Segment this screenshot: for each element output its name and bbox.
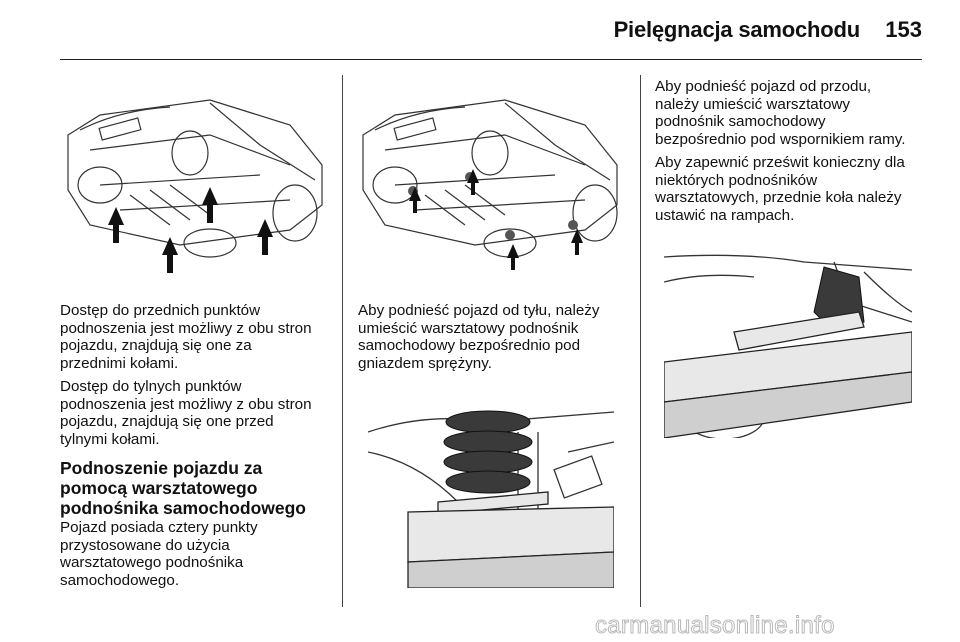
- underbody-lift-points-figure: [60, 95, 328, 275]
- section-heading: Podnoszenie pojazdu za pomocą warsztatowego podnośnika samochodowego: [60, 458, 306, 518]
- column-2-text: [358, 302, 630, 378]
- page-number: 153: [885, 17, 922, 42]
- front-lift-points-paragraph: Dostęp do przednich punktów podnoszenia jest możliwy z obu stron pojazdu, znajdują się one za przednimi kołami.: [60, 302, 312, 372]
- front-lift-instruction-paragraph: Aby podnieść pojazd od przodu, należy umieścić warsztatowy podnośnik samochodowy bezpośrednio pod wspornikiem ramy.: [655, 78, 906, 148]
- watermark: carmanualsonline.info: [595, 612, 835, 639]
- column-1-text: [60, 302, 332, 595]
- header-divider: [60, 59, 922, 60]
- column-3-text: [655, 78, 935, 230]
- front-frame-jack-figure: [664, 242, 912, 438]
- lift-points-count-paragraph: Pojazd posiada cztery punkty przystosowane do użycia warsztatowego podnośnika samochodowego.: [60, 519, 258, 589]
- rear-spring-jack-figure: [368, 392, 614, 588]
- car-underbody-illustration: [60, 95, 328, 275]
- column-divider-2: [640, 75, 641, 607]
- underbody-jack-points-figure: [355, 95, 623, 275]
- front-frame-illustration: [664, 242, 912, 438]
- page-title: Pielęgnacja samochodu: [613, 17, 860, 42]
- column-divider-1: [342, 75, 343, 607]
- ramp-clearance-paragraph: Aby zapewnić prześwit konieczny dla niektórych podnośników warsztatowych, przednie koła należy ustawić na rampach.: [655, 154, 905, 224]
- rear-spring-illustration: [368, 392, 614, 588]
- rear-lift-points-paragraph: Dostęp do tylnych punktów podnoszenia jest możliwy z obu stron pojazdu, znajdują się one przed tylnymi kołami.: [60, 378, 312, 448]
- car-underbody-illustration-2: [355, 95, 623, 275]
- rear-lift-instruction-paragraph: Aby podnieść pojazd od tyłu, należy umieścić warsztatowy podnośnik samochodowy bezpośrednio pod gniazdem sprężyny.: [358, 302, 600, 372]
